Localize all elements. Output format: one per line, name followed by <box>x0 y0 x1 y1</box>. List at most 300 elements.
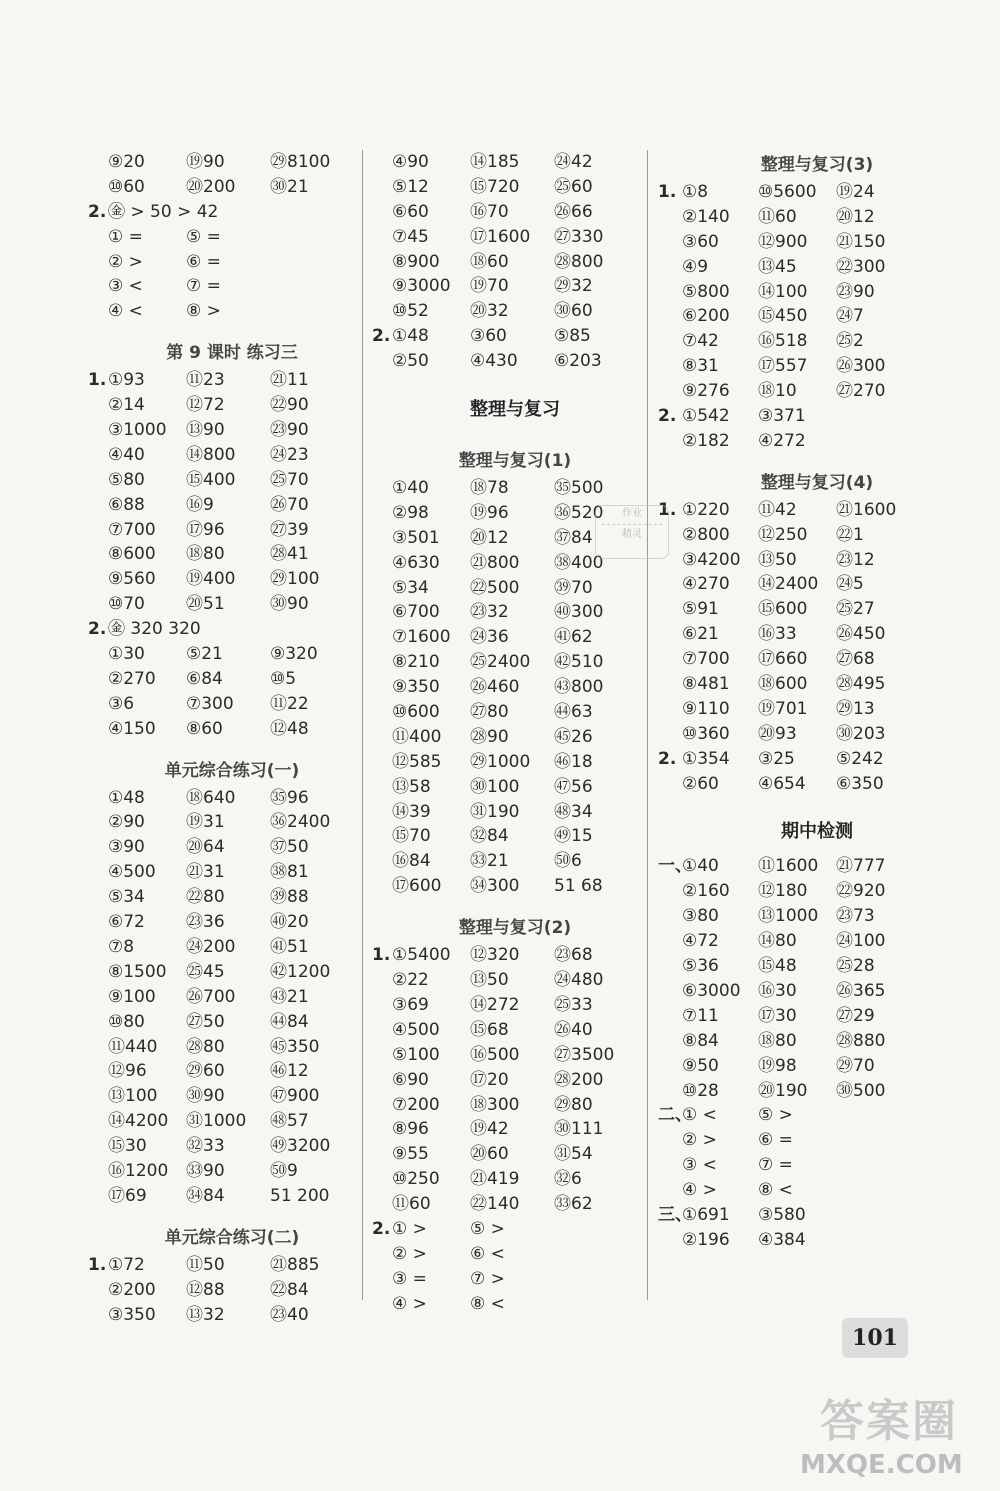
answer-value: ⑧84 <box>682 1030 719 1051</box>
answer-value: ⑨276 <box>682 381 730 402</box>
answer-value: ②14 <box>108 395 145 416</box>
answer-value: ⑭272 <box>470 994 520 1015</box>
answer-value: ㉔100 <box>836 931 886 952</box>
answer-value: ㉞300 <box>470 876 520 897</box>
answer-row <box>88 1159 358 1184</box>
answer-value: ⑪42 <box>758 499 797 520</box>
answer-value: ⑰30 <box>758 1005 797 1026</box>
answer-value: ㉔200 <box>186 936 236 957</box>
answer-value: ①93 <box>108 370 145 391</box>
section-title: 单元综合练习(一) <box>164 760 300 781</box>
answer-value: ㉘90 <box>470 726 509 747</box>
answer-value: ㊽34 <box>554 801 593 822</box>
answer-row <box>658 498 958 523</box>
answer-value: ⑬32 <box>186 1304 225 1325</box>
answer-row <box>372 750 640 775</box>
answer-row <box>88 885 358 910</box>
answer-value: ⑲98 <box>758 1055 797 1076</box>
answer-value: ㉕45 <box>186 961 225 982</box>
answer-value: ㉛1000 <box>186 1111 247 1132</box>
section-title: 整理与复习(2) <box>458 918 572 939</box>
answer-value: ⑦1600 <box>392 627 451 648</box>
answer-row <box>372 1093 640 1118</box>
answer-value: ⑧1500 <box>108 961 167 982</box>
answer-value: ⑮70 <box>392 826 431 847</box>
answer-value: ㉒500 <box>470 577 520 598</box>
answer-value: ㉚90 <box>270 594 309 615</box>
answer-row <box>658 1203 958 1228</box>
answer-value: 51 200 <box>270 1185 330 1206</box>
answer-value: ⑨20 <box>108 152 145 172</box>
answer-value: ⑲400 <box>186 569 236 590</box>
answer-value: ⑰69 <box>108 1185 147 1206</box>
answer-row <box>372 968 640 993</box>
answer-value: ⑥350 <box>836 773 884 794</box>
answer-value: ㉒300 <box>836 256 886 277</box>
answer-value: ⑩70 <box>108 594 145 615</box>
answer-value: ⑨320 <box>270 644 318 665</box>
answer-row <box>658 1153 958 1178</box>
answer-row <box>372 324 640 349</box>
answer-row <box>658 929 958 954</box>
answer-section <box>372 150 640 374</box>
answer-value: ㉟96 <box>270 787 309 808</box>
answer-row <box>372 1018 640 1043</box>
answer-row <box>88 443 358 468</box>
answer-value: ⑪50 <box>186 1254 225 1275</box>
section-gap <box>88 324 358 338</box>
answer-value: ㉗330 <box>554 226 604 247</box>
answer-value: ㉒90 <box>270 395 309 416</box>
answer-value: ⑲42 <box>470 1119 509 1140</box>
answer-row <box>372 250 640 275</box>
answer-row <box>658 548 958 573</box>
answer-row <box>372 1043 640 1068</box>
answer-value: ⑮450 <box>758 306 808 327</box>
answer-value: ⑧900 <box>392 251 440 272</box>
answer-value: ⑮400 <box>186 469 236 490</box>
answer-value: ④150 <box>108 718 156 739</box>
answer-value: ⑰600 <box>392 876 442 897</box>
answer-value: ㊵20 <box>270 912 309 933</box>
answer-value: ㉓68 <box>554 945 593 966</box>
answer-value: ㊴88 <box>270 887 309 908</box>
answer-value: ㊴70 <box>554 577 593 598</box>
answer-value: ②50 <box>392 351 429 372</box>
answer-value: ⑳51 <box>186 594 225 615</box>
answer-value: ㉙1000 <box>470 751 531 772</box>
answer-value: ㉛190 <box>470 801 520 822</box>
answer-value: ⑤242 <box>836 748 884 769</box>
answer-value: ㉑419 <box>470 1169 520 1190</box>
answer-value: ⑰660 <box>758 649 808 670</box>
answer-section <box>372 913 640 1316</box>
answer-value: ㉖40 <box>554 1019 593 1040</box>
answer-value: ③25 <box>758 748 795 769</box>
answer-row <box>658 1103 958 1128</box>
answer-row <box>88 1278 358 1303</box>
answer-row <box>88 225 358 250</box>
answer-value: ⑧96 <box>392 1119 429 1140</box>
answer-row <box>88 835 358 860</box>
answer-value: ⑥203 <box>554 351 602 372</box>
answer-row <box>658 904 958 929</box>
answer-column-2 <box>372 150 640 1331</box>
answer-value: ㉚60 <box>554 301 593 322</box>
answer-value: ㉖700 <box>186 986 236 1007</box>
answer-value: ㉟500 <box>554 478 604 499</box>
answer-row <box>658 697 958 722</box>
answer-value: ⑲96 <box>470 502 509 523</box>
answer-row <box>658 647 958 672</box>
answer-value: ⑯84 <box>392 851 431 872</box>
answer-row <box>88 985 358 1010</box>
answer-value: ㉙60 <box>186 1061 225 1082</box>
question-number: 2. <box>88 619 107 640</box>
answer-row <box>658 572 958 597</box>
answer-row <box>372 943 640 968</box>
answer-value: ㊸800 <box>554 677 604 698</box>
answer-value: ㉒1 <box>836 524 864 545</box>
section-title: 整理与复习(3) <box>760 155 874 175</box>
answer-value: ③580 <box>758 1204 806 1225</box>
answer-row <box>372 849 640 874</box>
answer-value: ㉗80 <box>470 702 509 723</box>
answer-value: ③501 <box>392 527 440 548</box>
answer-value: ㉘80 <box>186 1036 225 1057</box>
answer-row <box>372 576 640 601</box>
answer-value: ㉓90 <box>270 420 309 441</box>
answer-row <box>372 600 640 625</box>
answer-value: ①30 <box>108 644 145 665</box>
answer-row <box>658 622 958 647</box>
answer-value: ㊲84 <box>554 527 593 548</box>
answer-value: ⑩600 <box>392 702 440 723</box>
answer-value: ⑤ > <box>758 1105 793 1126</box>
answer-value: ②270 <box>108 668 156 689</box>
answer-value: ①5400 <box>392 945 451 966</box>
answer-value: ㉑800 <box>470 552 520 573</box>
answer-value: ㊳81 <box>270 862 309 883</box>
section-title: 单元综合练习(二) <box>164 1227 300 1248</box>
answer-value: ⑧210 <box>392 652 440 673</box>
answer-value: ①691 <box>682 1204 730 1225</box>
answer-row <box>88 1109 358 1134</box>
answer-value: ⑫72 <box>186 395 225 416</box>
answer-row <box>88 567 358 592</box>
answer-value: ㉙32 <box>554 276 593 297</box>
question-number: 2. <box>658 406 677 427</box>
answer-value: ㉔480 <box>554 970 604 991</box>
answer-value: ⑭185 <box>470 152 520 172</box>
answer-value: ②196 <box>682 1229 730 1250</box>
answer-value: ⑯1200 <box>108 1160 169 1181</box>
answer-value: ⑧ < <box>758 1180 793 1201</box>
answer-value: ⑥84 <box>186 668 223 689</box>
answer-value: ㊳400 <box>554 552 604 573</box>
answer-value: ㉜84 <box>470 826 509 847</box>
answer-value: ㉖66 <box>554 201 593 222</box>
answer-row <box>372 824 640 849</box>
answer-value: ⑰20 <box>470 1069 509 1090</box>
answer-value: ④500 <box>392 1019 440 1040</box>
answer-row <box>658 879 958 904</box>
question-number: 1. <box>658 499 677 520</box>
answer-row <box>372 800 640 825</box>
answer-value: ㉒80 <box>186 887 225 908</box>
answer-value: ㉔5 <box>836 574 864 595</box>
answer-value: ②90 <box>108 812 145 833</box>
answer-row <box>88 175 358 200</box>
answer-value: ㊸21 <box>270 986 309 1007</box>
answer-value: ㉙80 <box>554 1094 593 1115</box>
answer-value: ⑨100 <box>108 986 156 1007</box>
answer-value: ⑯518 <box>758 331 808 352</box>
answer-value: ㉓73 <box>836 906 875 927</box>
answer-value: ⑪1600 <box>758 856 819 877</box>
answer-column-3 <box>658 150 958 1267</box>
answer-value: ㊎ > 50 > 42 <box>108 201 219 222</box>
answer-value: ㉘880 <box>836 1030 886 1051</box>
question-number: 三、 <box>658 1204 692 1225</box>
answer-value: ⑰1600 <box>470 226 531 247</box>
answer-row <box>88 1134 358 1159</box>
answer-value: ⑲70 <box>470 276 509 297</box>
answer-value: ③1000 <box>108 420 167 441</box>
answer-row <box>88 1084 358 1109</box>
answer-value: ①48 <box>108 787 145 808</box>
answer-value: ⑯70 <box>470 201 509 222</box>
answer-value: ㉜6 <box>554 1169 582 1190</box>
answer-row <box>88 393 358 418</box>
answer-value: ㉑1600 <box>836 499 897 520</box>
answer-row <box>372 299 640 324</box>
answer-value: ②182 <box>682 430 730 451</box>
answer-value: ⑥90 <box>392 1069 429 1090</box>
answer-value: ㉕2 <box>836 331 864 352</box>
answer-value: ㉕2400 <box>470 652 531 673</box>
answer-value: ㊻18 <box>554 751 593 772</box>
answer-row <box>88 1253 358 1278</box>
answer-value: ⑬50 <box>470 970 509 991</box>
answer-value: ⑯9 <box>186 494 214 515</box>
answer-value: ⑰557 <box>758 356 808 377</box>
question-number: 1. <box>88 1254 107 1275</box>
answer-value: ㉑31 <box>186 862 225 883</box>
answer-value: ⑭39 <box>392 801 431 822</box>
answer-value: ㉕60 <box>554 176 593 197</box>
answer-value: ⑫900 <box>758 231 808 252</box>
answer-value: ㉗29 <box>836 1005 875 1026</box>
answer-value: ㉙100 <box>270 569 320 590</box>
answer-value: ②160 <box>682 881 730 902</box>
answer-value: ⑤80 <box>108 469 145 490</box>
answer-row <box>372 775 640 800</box>
answer-value: ⑱300 <box>470 1094 520 1115</box>
answer-value: ⑤100 <box>392 1044 440 1065</box>
answer-row <box>372 225 640 250</box>
answer-row <box>658 1178 958 1203</box>
answer-value: ㉘495 <box>836 674 886 695</box>
answer-row <box>372 150 640 175</box>
answer-row <box>658 230 958 255</box>
answer-value: ⑫96 <box>108 1061 147 1082</box>
answer-value: ㉚90 <box>186 1086 225 1107</box>
answer-value: ⑧ > <box>186 301 221 322</box>
answer-row <box>372 874 640 899</box>
section-gap <box>658 1253 958 1267</box>
answer-value: ⑱60 <box>470 251 509 272</box>
column-divider-left <box>362 150 363 1300</box>
answer-row <box>658 180 958 205</box>
watermark-url: MXQE.COM <box>800 1450 963 1480</box>
answer-value: ①72 <box>108 1254 145 1275</box>
page-number: 101 <box>842 1318 908 1358</box>
answer-value: ⑫250 <box>758 524 808 545</box>
answer-value: ③80 <box>682 906 719 927</box>
answer-value: ⑨560 <box>108 569 156 590</box>
answer-value: ④ > <box>682 1180 717 1201</box>
answer-value: ㉘41 <box>270 544 309 565</box>
answer-value: ③60 <box>682 231 719 252</box>
answer-value: ②140 <box>682 206 730 227</box>
question-number: 2. <box>372 326 391 347</box>
answer-value: ④72 <box>682 931 719 952</box>
answer-value: ㊱520 <box>554 502 604 523</box>
answer-row <box>658 954 958 979</box>
answer-value: ⑦700 <box>682 649 730 670</box>
stamp-top-text: 作业 <box>622 508 642 519</box>
question-number: 2. <box>88 201 107 222</box>
answer-value: ㊎ 320 320 <box>108 619 201 640</box>
answer-row <box>88 642 358 667</box>
answer-value: ㉗68 <box>836 649 875 670</box>
answer-value: ⑳64 <box>186 837 225 858</box>
answer-value: ㊿9 <box>270 1160 298 1181</box>
answer-value: ㉖70 <box>270 494 309 515</box>
answer-value: ⑥21 <box>682 624 719 645</box>
answer-value: ③ = <box>392 1268 427 1289</box>
answer-value: ⑲90 <box>186 152 225 172</box>
answer-value: ㉔36 <box>470 627 509 648</box>
answer-value: ⑬45 <box>758 256 797 277</box>
answer-value: ⑯500 <box>470 1044 520 1065</box>
answer-row <box>658 255 958 280</box>
answer-value: ⑥200 <box>682 306 730 327</box>
answer-value: ⑤ > <box>470 1218 505 1239</box>
answer-value: ④272 <box>758 430 806 451</box>
answer-value: ⑤85 <box>554 326 591 347</box>
answer-value: ② > <box>392 1243 427 1264</box>
answer-value: ④ < <box>108 301 143 322</box>
answer-value: ㉘800 <box>554 251 604 272</box>
answer-value: ⑮68 <box>470 1019 509 1040</box>
answer-row <box>88 592 358 617</box>
answer-value: ⑱80 <box>758 1030 797 1051</box>
answer-value: 51 68 <box>554 876 603 897</box>
answer-row <box>88 274 358 299</box>
answer-section <box>88 338 358 741</box>
answer-row <box>88 368 358 393</box>
answer-value: ⑨3000 <box>392 276 451 297</box>
answer-value: ⑭800 <box>186 444 236 465</box>
answer-value: ③69 <box>392 994 429 1015</box>
answer-section <box>88 1223 358 1328</box>
section-gap <box>372 1317 640 1331</box>
answer-row <box>658 597 958 622</box>
answer-value: ㉒84 <box>270 1279 309 1300</box>
answer-value: ⑬1000 <box>758 906 819 927</box>
answer-value: ㊷1200 <box>270 961 331 982</box>
answer-value: ⑳200 <box>186 176 236 197</box>
answer-value: ㉔7 <box>836 306 864 327</box>
answer-row <box>88 860 358 885</box>
answer-row <box>658 523 958 548</box>
answer-value: ⑭4200 <box>108 1111 169 1132</box>
answer-row <box>88 1184 358 1209</box>
answer-value: ㉜33 <box>186 1136 225 1157</box>
answer-value: ④430 <box>470 351 518 372</box>
answer-value: ⑨55 <box>392 1144 429 1165</box>
answer-row <box>372 1167 640 1192</box>
answer-value: ⑰96 <box>186 519 225 540</box>
answer-value: ㉕33 <box>554 994 593 1015</box>
answer-value: ⑦8 <box>108 936 135 957</box>
section-title: 第 9 课时 练习三 <box>166 343 298 364</box>
answer-value: ①8 <box>682 182 709 202</box>
answer-row <box>372 175 640 200</box>
answer-value: ① = <box>108 226 143 247</box>
answer-row <box>658 1029 958 1054</box>
section-title: 期中检测 <box>781 821 853 843</box>
answer-value: ㉚203 <box>836 723 886 744</box>
answer-value: ⑧600 <box>108 544 156 565</box>
answer-row <box>88 150 358 175</box>
answer-value: ⑮600 <box>758 599 808 620</box>
answer-value: ㊺350 <box>270 1036 320 1057</box>
answer-value: ①542 <box>682 406 730 427</box>
answer-value: ㉖365 <box>836 980 886 1001</box>
answer-value: ④9 <box>682 256 709 277</box>
answer-value: ㉙13 <box>836 698 875 719</box>
answer-row <box>88 518 358 543</box>
answer-row <box>658 205 958 230</box>
answer-section <box>372 388 640 432</box>
answer-value: ④270 <box>682 574 730 595</box>
section-gap <box>372 374 640 388</box>
answer-value: ⑨350 <box>392 677 440 698</box>
answer-value: ㉑885 <box>270 1254 320 1275</box>
answer-value: ㉒920 <box>836 881 886 902</box>
section-gap <box>658 796 958 810</box>
answer-value: ⑥ = <box>758 1130 793 1151</box>
section-gap <box>88 742 358 756</box>
answer-value: ㉓32 <box>470 602 509 623</box>
answer-value: ①40 <box>682 856 719 877</box>
question-number: 1. <box>372 945 391 966</box>
answer-row <box>88 667 358 692</box>
answer-row <box>372 274 640 299</box>
watermark-stamp <box>595 505 669 559</box>
section-title: 整理与复习(1) <box>458 451 572 472</box>
question-number: 1. <box>88 370 107 391</box>
answer-row <box>88 493 358 518</box>
answer-value: ⑥ = <box>186 251 221 272</box>
answer-value: ㉑11 <box>270 370 309 391</box>
answer-value: ㉓12 <box>836 549 875 570</box>
answer-value: ⑤800 <box>682 281 730 302</box>
answer-value: ①354 <box>682 748 730 769</box>
